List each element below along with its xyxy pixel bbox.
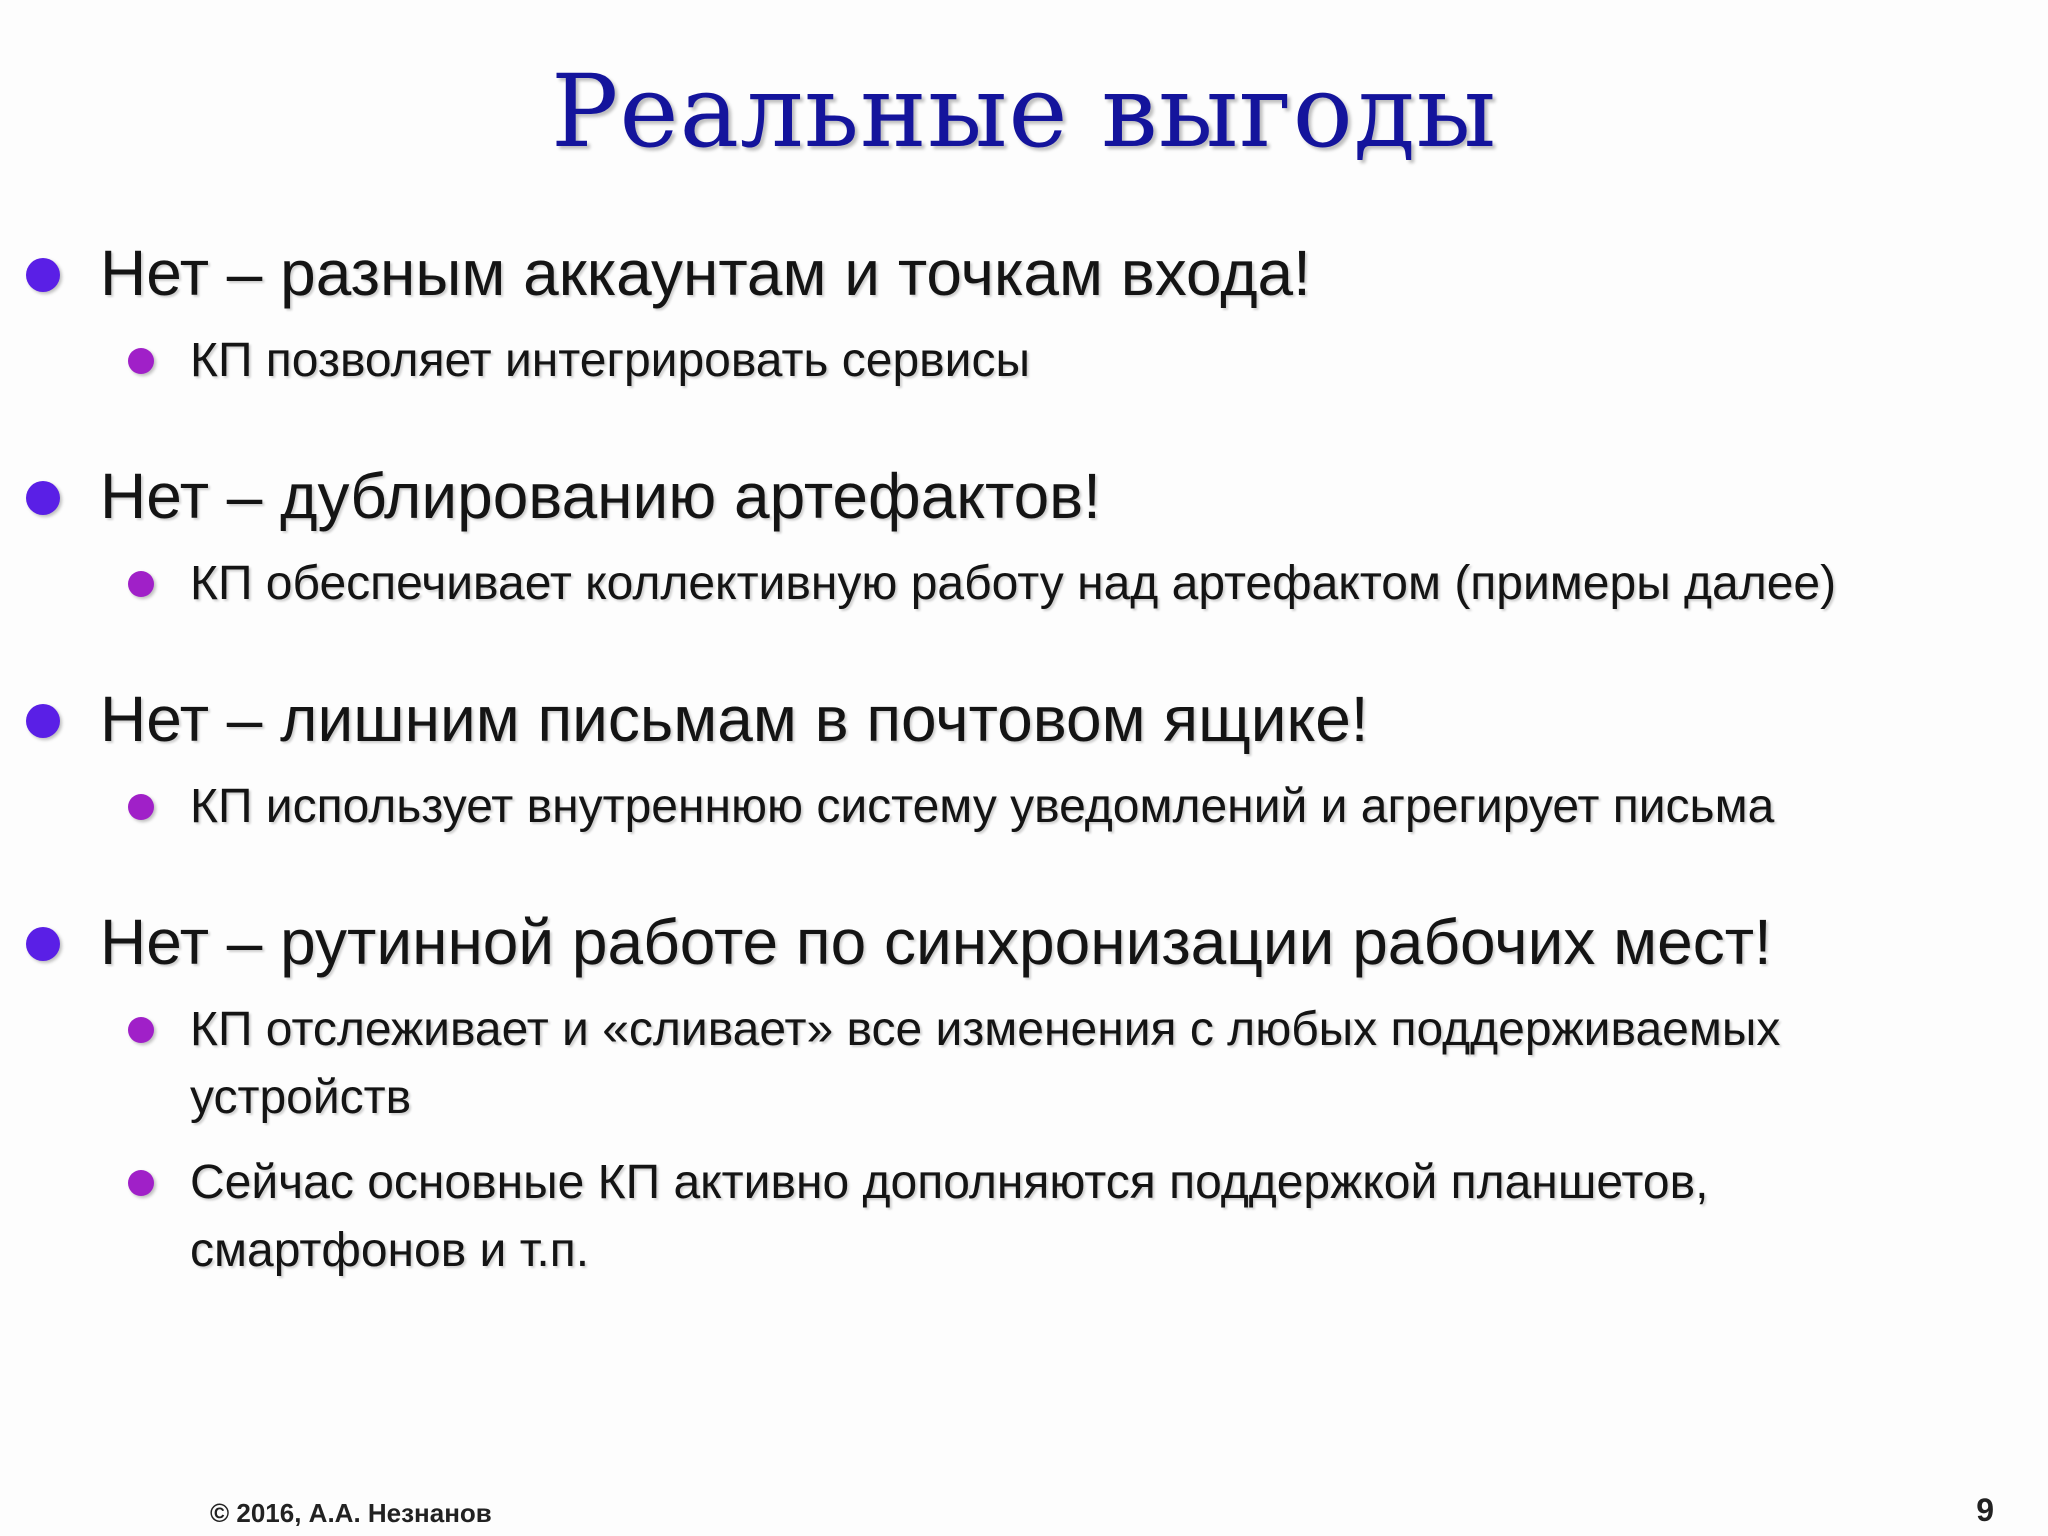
sub-bullet-item-1-1: КП позволяет интегрировать сервисы xyxy=(190,334,1030,387)
sub-bullet-item-4-1: КП отслеживает и «сливает» все изменения с любых поддерживаемых xyxy=(190,1003,1781,1056)
bullet-level2-icon xyxy=(128,794,154,820)
bullet-item-4: Нет – рутинной работе по синхронизации рабочих мест! xyxy=(100,906,1772,978)
sub-bullet-item-2-1: КП обеспечивает коллективную работу над артефактом (примеры далее) xyxy=(190,557,1837,610)
bullet-level1-icon xyxy=(26,927,60,961)
sub-bullet-item-4-2-continued: смартфонов и т.п. xyxy=(190,1224,590,1277)
bullet-item-1: Нет – разным аккаунтам и точкам входа! xyxy=(100,237,1311,309)
footer-copyright: © 2016, А.А. Незнанов xyxy=(210,1498,492,1528)
bullet-level2-icon xyxy=(128,1017,154,1043)
sub-bullet-item-3-1: КП использует внутреннюю систему уведомлений и агрегирует письма xyxy=(190,780,1775,833)
bullet-level1-icon xyxy=(26,704,60,738)
sub-bullet-item-4-2: Сейчас основные КП активно дополняются поддержкой планшетов, xyxy=(190,1156,1709,1209)
sub-bullet-item-4-1-continued: устройств xyxy=(190,1071,412,1124)
bullet-level2-icon xyxy=(128,348,154,374)
bullet-level2-icon xyxy=(128,571,154,597)
slide-title: Реальные выгоды xyxy=(551,53,1497,170)
bullet-level1-icon xyxy=(26,258,60,292)
bullet-item-2: Нет – дублированию артефактов! xyxy=(100,460,1101,532)
page-number: 9 xyxy=(1976,1492,1994,1528)
bullet-item-3: Нет – лишним письмам в почтовом ящике! xyxy=(100,683,1369,755)
bullet-level1-icon xyxy=(26,481,60,515)
bullet-level2-icon xyxy=(128,1170,154,1196)
